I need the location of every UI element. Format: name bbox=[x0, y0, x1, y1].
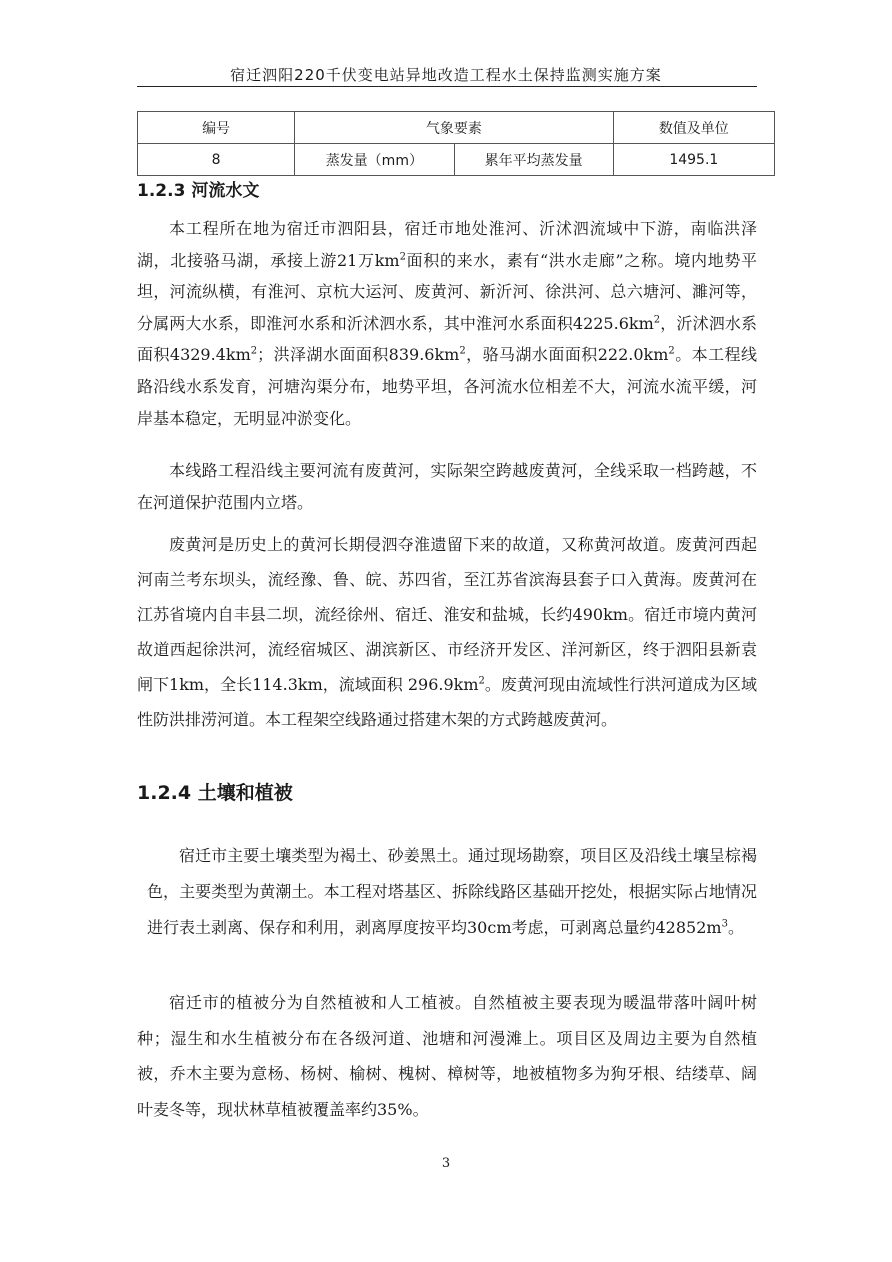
table-cell-number: 8 bbox=[138, 144, 295, 176]
paragraph-text: 面积的来水，素有“洪水走廊”之称。境内地势平坦，河流纵横，有淮河、京杭大运河、废黄河、新沂河、徐洪河、总六塘河、濉河等，分属两大水系，即淮河水系和沂沭泗水系，其中淮河水系面积4225.6km bbox=[137, 250, 757, 333]
paragraph-text: ；洪泽湖水面面积839.6km bbox=[257, 345, 460, 365]
table-header-number: 编号 bbox=[138, 112, 295, 144]
paragraph-hydrology bbox=[137, 213, 757, 434]
superscript: 3 bbox=[721, 918, 728, 930]
paragraph-feihuanghe bbox=[137, 527, 757, 737]
table-cell-value: 1495.1 bbox=[613, 144, 774, 176]
paragraph-text: 。 bbox=[727, 918, 744, 937]
superscript: 2 bbox=[478, 675, 485, 687]
superscript: 2 bbox=[459, 346, 466, 358]
meteorology-table bbox=[137, 111, 775, 176]
superscript: 2 bbox=[250, 346, 258, 358]
table-cell-element: 蒸发量（mm） bbox=[295, 144, 454, 176]
paragraph-text: 。废黄河现由流域性行洪河道成为区域性防洪排涝河道。本工程架空线路通过搭建木架的方式跨越废黄河。 bbox=[137, 675, 757, 729]
paragraph-text: ，骆马湖水面面积222.0km bbox=[465, 345, 669, 365]
table-header-row bbox=[138, 112, 775, 144]
paragraph-soil bbox=[147, 838, 757, 946]
paragraph-text: 宿迁市主要土壤类型为褐土、砂姜黑土。通过现场勘察，项目区及沿线土壤呈棕褐色，主要类型为黄潮土。本工程对塔基区、拆除线路区基础开挖处，根据实际占地情况进行表土剥离、保存和利用，剥离厚度按平均30cm考虑，可剥离总量约42852m bbox=[147, 846, 757, 937]
paragraph-text: ，沂沭泗水系面积4329.4km bbox=[137, 313, 757, 365]
paragraph-text: 。本工程线路沿线水系发育，河塘沟渠分布，地势平坦，各河流水位相差不大，河流水流平缓，河岸基本稳定，无明显冲淤变化。 bbox=[137, 345, 757, 428]
paragraph-text: 本工程所在地为宿迁市泗阳县，宿迁市地处淮河、沂沭泗流域中下游，南临洪泽湖，北接骆马湖，承接上游21万km bbox=[137, 219, 757, 270]
table-row bbox=[138, 144, 775, 176]
superscript: 2 bbox=[399, 251, 406, 263]
section-heading-hydrology: 1.2.3 河流水文 bbox=[137, 181, 260, 201]
document-header-title: 宿迁泗阳220千伏变电站异地改造工程水土保持监测实施方案 bbox=[230, 66, 662, 84]
superscript: 2 bbox=[668, 346, 675, 358]
page-number: 3 bbox=[441, 1156, 451, 1171]
header-divider bbox=[137, 86, 757, 87]
paragraph-text: 废黄河是历史上的黄河长期侵泗夺淮遗留下来的故道，又称黄河故道。废黄河西起河南兰考东坝头，流经豫、鲁、皖、苏四省，至江苏省滨海县套子口入黄海。废黄河在江苏省境内自丰县二坝，流经徐州、宿迁、淮安和盐城，长约490km。宿迁市境内黄河故道西起徐洪河，流经宿城区、湖滨新区、市经济开发区、洋河新区，终于泗阳县新袁闸下1km，全长114.3km，流域面积 296.9km bbox=[137, 535, 757, 694]
section-heading-soil-vegetation: 1.2.4 土壤和植被 bbox=[137, 782, 293, 804]
paragraph-vegetation: 宿迁市的植被分为自然植被和人工植被。自然植被主要表现为暖温带落叶阔叶树种；湿生和水生植被分布在各级河道、池塘和河漫滩上。项目区及周边主要为自然植被，乔木主要为意杨、杨树、榆树、槐树、樟树等，地被植物多为狗牙根、结缕草、阔叶麦冬等，现状林草植被覆盖率约35%。 bbox=[137, 993, 757, 1119]
table-header-value: 数值及单位 bbox=[613, 112, 774, 144]
table-cell-stat: 累年平均蒸发量 bbox=[454, 144, 613, 176]
superscript: 2 bbox=[653, 314, 661, 326]
table-header-element: 气象要素 bbox=[295, 112, 614, 144]
paragraph-river-crossing: 本线路工程沿线主要河流有废黄河，实际架空跨越废黄河，全线采取一档跨越，不在河道保护范围内立塔。 bbox=[137, 461, 757, 512]
